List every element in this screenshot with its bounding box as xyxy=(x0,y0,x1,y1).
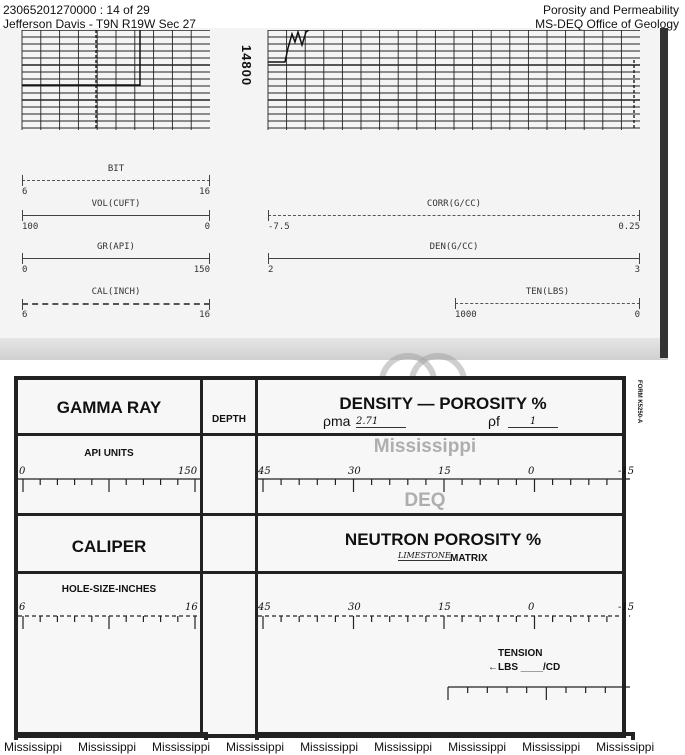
scale-line xyxy=(455,303,640,304)
footer-word: Mississippi xyxy=(300,740,359,754)
footer-watermark xyxy=(0,740,685,755)
scale-min: 6 xyxy=(22,187,28,197)
neutron-title: NEUTRON POROSITY % xyxy=(344,530,542,549)
scale-min: 0 xyxy=(22,265,28,275)
matrix-label: MATRIX xyxy=(450,553,488,564)
scale-name: CORR(G/CC) xyxy=(426,199,482,209)
tension-units: ←LBS ____/CD xyxy=(488,662,561,673)
form-number: FORM K5250-A xyxy=(636,380,642,424)
tension-label: TENSION xyxy=(498,648,543,659)
footer-word: Mississippi xyxy=(522,740,581,754)
doc-id: 23065201270000 : 14 of 29 xyxy=(3,3,150,17)
scale-line xyxy=(22,258,210,259)
scale-tick-label: 0 xyxy=(528,602,535,613)
rho-f-label: ρf xyxy=(488,413,500,429)
scale-tick-label: -15 xyxy=(618,466,635,477)
scale-name: BIT xyxy=(107,164,125,174)
scale-min: 1000 xyxy=(455,310,477,320)
scale-line xyxy=(268,258,640,259)
scale-max: 0 xyxy=(634,310,640,320)
density-title: DENSITY — POROSITY % xyxy=(339,394,547,413)
scale-min: 100 xyxy=(22,222,39,232)
scale-max: 150 xyxy=(193,265,210,275)
scale-tick-label: -15 xyxy=(618,602,635,613)
watermark-line2: DEQ xyxy=(404,490,446,511)
scale-name: TEN(LBS) xyxy=(525,287,570,297)
rho-ma-label: ρma xyxy=(323,413,351,429)
divider xyxy=(18,513,622,516)
gamma-ray-title: GAMMA RAY xyxy=(56,398,162,417)
api-units-label: API UNITS xyxy=(84,448,134,459)
footer-word: Mississippi xyxy=(596,740,655,754)
scale-tick-label: 15 xyxy=(438,602,451,613)
footer-word: Mississippi xyxy=(448,740,507,754)
hole-size-label: HOLE-SIZE-INCHES xyxy=(61,584,157,595)
location: Jefferson Davis - T9N R19W Sec 27 xyxy=(3,17,196,31)
office: MS-DEQ Office of Geology xyxy=(535,17,679,31)
footer-word: Mississippi xyxy=(152,740,211,754)
api-scale-ticks xyxy=(18,476,200,496)
scale-tick-label: 30 xyxy=(348,466,361,477)
footer-word: Mississippi xyxy=(226,740,285,754)
log-grid xyxy=(0,30,660,135)
hole-size-scale-ticks xyxy=(18,613,200,633)
scale-min: 6 xyxy=(22,310,28,320)
api-max: 150 xyxy=(178,466,198,477)
scale-name: GR(API) xyxy=(97,242,135,252)
hole-max: 16 xyxy=(185,602,198,613)
scale-tick-label: 45 xyxy=(258,466,271,477)
scale-max: 0 xyxy=(204,222,210,232)
divider xyxy=(18,433,622,436)
paper-edge xyxy=(660,28,668,358)
log-header-form xyxy=(14,376,635,738)
scale-line xyxy=(22,215,210,216)
depth-title: DEPTH xyxy=(212,414,246,425)
rho-f-value: 1 xyxy=(508,416,558,428)
scale-max: 16 xyxy=(199,187,210,197)
scale-name: DEN(G/CC) xyxy=(429,242,479,252)
scale-tick-label: 30 xyxy=(348,602,361,613)
matrix-value: LIMESTONE xyxy=(398,551,451,560)
footer-word: Mississippi xyxy=(78,740,137,754)
scale-name: CAL(INCH) xyxy=(91,287,141,297)
scale-max: 16 xyxy=(199,310,210,320)
rho-ma-value: 2.71 xyxy=(356,416,406,428)
tension-scale-ticks xyxy=(443,684,630,704)
watermark-line1: Mississippi xyxy=(373,436,477,457)
api-min: 0 xyxy=(19,466,26,477)
scale-tick-label: 0 xyxy=(528,466,535,477)
scale-max: 0.25 xyxy=(618,222,640,232)
scale-line xyxy=(268,215,640,216)
scale-tick-label: 15 xyxy=(438,466,451,477)
footer-word: Mississippi xyxy=(4,740,63,754)
neutron-scale-ticks xyxy=(258,613,630,633)
caliper-title: CALIPER xyxy=(71,537,147,556)
gr-curve xyxy=(22,30,140,85)
depth-marker: 14800 xyxy=(239,44,255,87)
scale-min: 2 xyxy=(268,265,274,275)
divider xyxy=(18,571,622,574)
scale-max: 3 xyxy=(634,265,640,275)
scale-line xyxy=(22,303,210,305)
footer-word: Mississippi xyxy=(374,740,433,754)
hole-min: 6 xyxy=(19,602,26,613)
scale-line xyxy=(22,180,210,181)
category: Porosity and Permeability xyxy=(542,3,679,17)
scale-min: -7.5 xyxy=(268,222,290,232)
scale-name: VOL(CUFT) xyxy=(91,199,141,209)
paper-shadow xyxy=(0,338,668,360)
den-curve xyxy=(268,30,309,62)
scale-tick-label: 45 xyxy=(258,602,271,613)
